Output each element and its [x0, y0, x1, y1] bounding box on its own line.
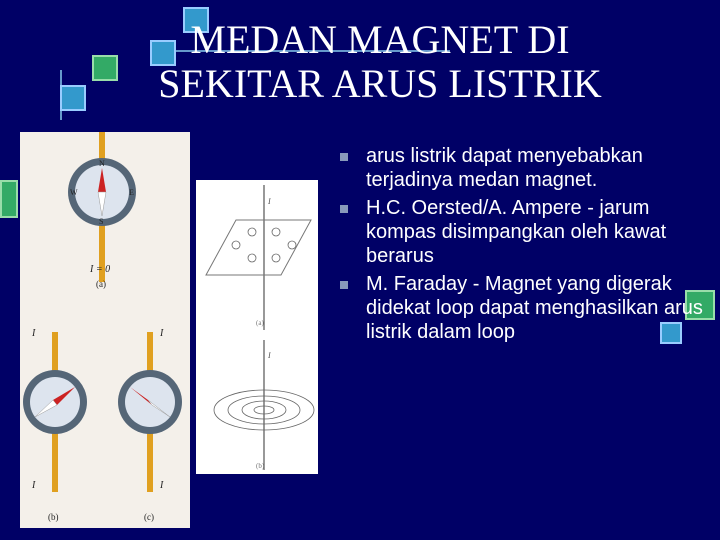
- deco-square: [0, 180, 18, 218]
- label-i-field-b: I: [268, 351, 271, 360]
- label-b: (b): [48, 512, 59, 522]
- compass-mini: [248, 228, 256, 236]
- compass-letter-e: E: [129, 188, 134, 197]
- compass-mini: [272, 228, 280, 236]
- deco-square: [60, 85, 86, 111]
- compass-figure: [20, 132, 190, 528]
- field-figure-svg: [196, 180, 318, 474]
- compass-letter-w: W: [70, 188, 78, 197]
- deco-square: [92, 55, 118, 81]
- compass-mini: [248, 254, 256, 262]
- label-c: (c): [144, 512, 154, 522]
- label-field-b: (b): [256, 462, 265, 470]
- title-line-1: MEDAN MAGNET DI: [190, 17, 570, 62]
- slide-title: [130, 18, 630, 106]
- label-i-c-bottom: I: [160, 480, 164, 491]
- bullet-list: [336, 144, 716, 344]
- compass-mini: [272, 254, 280, 262]
- bullet-item: [336, 144, 716, 192]
- compass-letter-s: S: [99, 217, 104, 226]
- label-i-c-top: I: [160, 328, 164, 339]
- label-a: (a): [96, 279, 106, 289]
- field-figure: [196, 180, 318, 474]
- bullet-text: M. Faraday - Magnet yang digerak didekat loop dapat menghasilkan arus listrik dalam loop: [366, 273, 703, 343]
- title-line-2: SEKITAR ARUS LISTRIK: [158, 61, 602, 106]
- compass-mini: [232, 241, 240, 249]
- compass-letter-n: N: [99, 159, 105, 168]
- bullet-text: H.C. Oersted/A. Ampere - jarum kompas disimpangkan oleh kawat berarus: [366, 197, 667, 267]
- bullet-square-icon: [340, 205, 348, 213]
- label-i-b-bottom: I: [32, 480, 36, 491]
- compass-mini: [288, 241, 296, 249]
- label-i-zero: I = 0: [90, 264, 111, 275]
- bullet-square-icon: [340, 153, 348, 161]
- label-field-a: (a): [256, 319, 264, 327]
- bullet-item: [336, 196, 716, 268]
- bullet-text: arus listrik dapat menyebabkan terjadinya medan magnet.: [366, 145, 643, 191]
- compass-figure-svg: [20, 132, 190, 528]
- bullet-square-icon: [340, 281, 348, 289]
- label-i-field-a: I: [268, 197, 271, 206]
- label-i-b-top: I: [32, 328, 36, 339]
- bullet-item: [336, 272, 716, 344]
